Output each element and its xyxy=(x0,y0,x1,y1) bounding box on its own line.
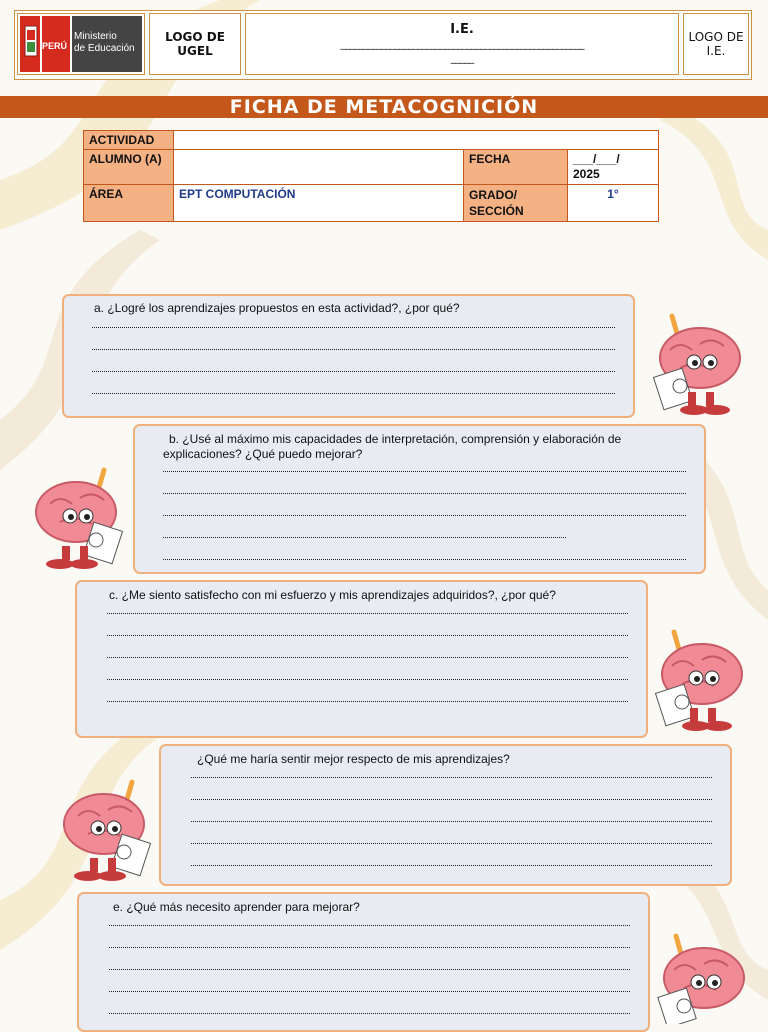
actividad-label: ACTIVIDAD xyxy=(84,131,174,150)
actividad-field[interactable] xyxy=(174,131,659,150)
answer-lines-a[interactable] xyxy=(92,318,615,408)
question-box-e xyxy=(77,892,650,1032)
question-d-text: ¿Qué me haría sentir mejor respecto de mis aprendizajes? xyxy=(197,752,510,766)
question-c-text: c. ¿Me siento satisfecho con mi esfuerzo y mis aprendizajes adquiridos?, ¿por qué? xyxy=(109,588,556,602)
grado-label-line-1: GRADO/ xyxy=(469,188,517,202)
fecha-year: 2025 xyxy=(573,167,600,181)
ie-name-line[interactable]: ______________________________________________________ xyxy=(340,37,584,50)
question-b-text-line-1: b. ¿Usé al máximo mis capacidades de interpretación, comprensión y elaboración de xyxy=(169,432,622,446)
ie-title: I.E. xyxy=(450,22,474,37)
ministry-label xyxy=(74,31,135,55)
grado-label xyxy=(464,185,568,222)
ie-logo-placeholder: LOGO DE I.E. xyxy=(683,13,749,75)
question-a-text: a. ¿Logré los aprendizajes propuestos en esta actividad?, ¿por qué? xyxy=(94,301,460,315)
ministry-logo xyxy=(17,13,145,75)
fecha-field[interactable] xyxy=(568,150,659,185)
question-box-c xyxy=(75,580,648,738)
brain-mascot-icon xyxy=(650,310,746,418)
question-e-text: e. ¿Qué más necesito aprender para mejorar? xyxy=(113,900,360,914)
brain-mascot-icon xyxy=(652,626,748,734)
country-label: PERÚ xyxy=(42,41,68,51)
brain-mascot-icon xyxy=(654,930,750,1024)
grado-value[interactable]: 1° xyxy=(568,185,659,222)
brain-mascot-icon xyxy=(58,776,154,884)
ministry-line-2: de Educación xyxy=(74,43,135,54)
ministry-line-1: Ministerio xyxy=(74,31,117,42)
ugel-logo-placeholder: LOGO DE UGEL xyxy=(149,13,241,75)
area-label: ÁREA xyxy=(84,185,174,222)
question-b-text-line-2: explicaciones? ¿Qué puedo mejorar? xyxy=(163,447,363,461)
answer-lines-b[interactable] xyxy=(163,464,686,568)
question-box-b xyxy=(133,424,706,574)
answer-lines-c[interactable] xyxy=(107,604,628,716)
alumno-field[interactable] xyxy=(174,150,464,185)
brain-mascot-icon xyxy=(30,464,126,572)
answer-lines-d[interactable] xyxy=(191,768,712,868)
answer-lines-e[interactable] xyxy=(109,916,630,1028)
ie-name-line-2: _____ xyxy=(450,51,474,64)
fecha-blank: ___/___/ xyxy=(573,152,620,166)
question-box-d xyxy=(159,744,732,886)
fecha-label: FECHA xyxy=(464,150,568,185)
area-value: EPT COMPUTACIÓN xyxy=(174,185,464,222)
ie-name-cell xyxy=(245,13,679,75)
page-title: FICHA DE METACOGNICIÓN xyxy=(0,96,768,118)
document-header xyxy=(14,10,752,80)
question-box-a xyxy=(62,294,635,418)
alumno-label: ALUMNO (A) xyxy=(84,150,174,185)
student-info-table xyxy=(83,130,659,222)
grado-label-line-2: SECCIÓN xyxy=(469,204,524,218)
